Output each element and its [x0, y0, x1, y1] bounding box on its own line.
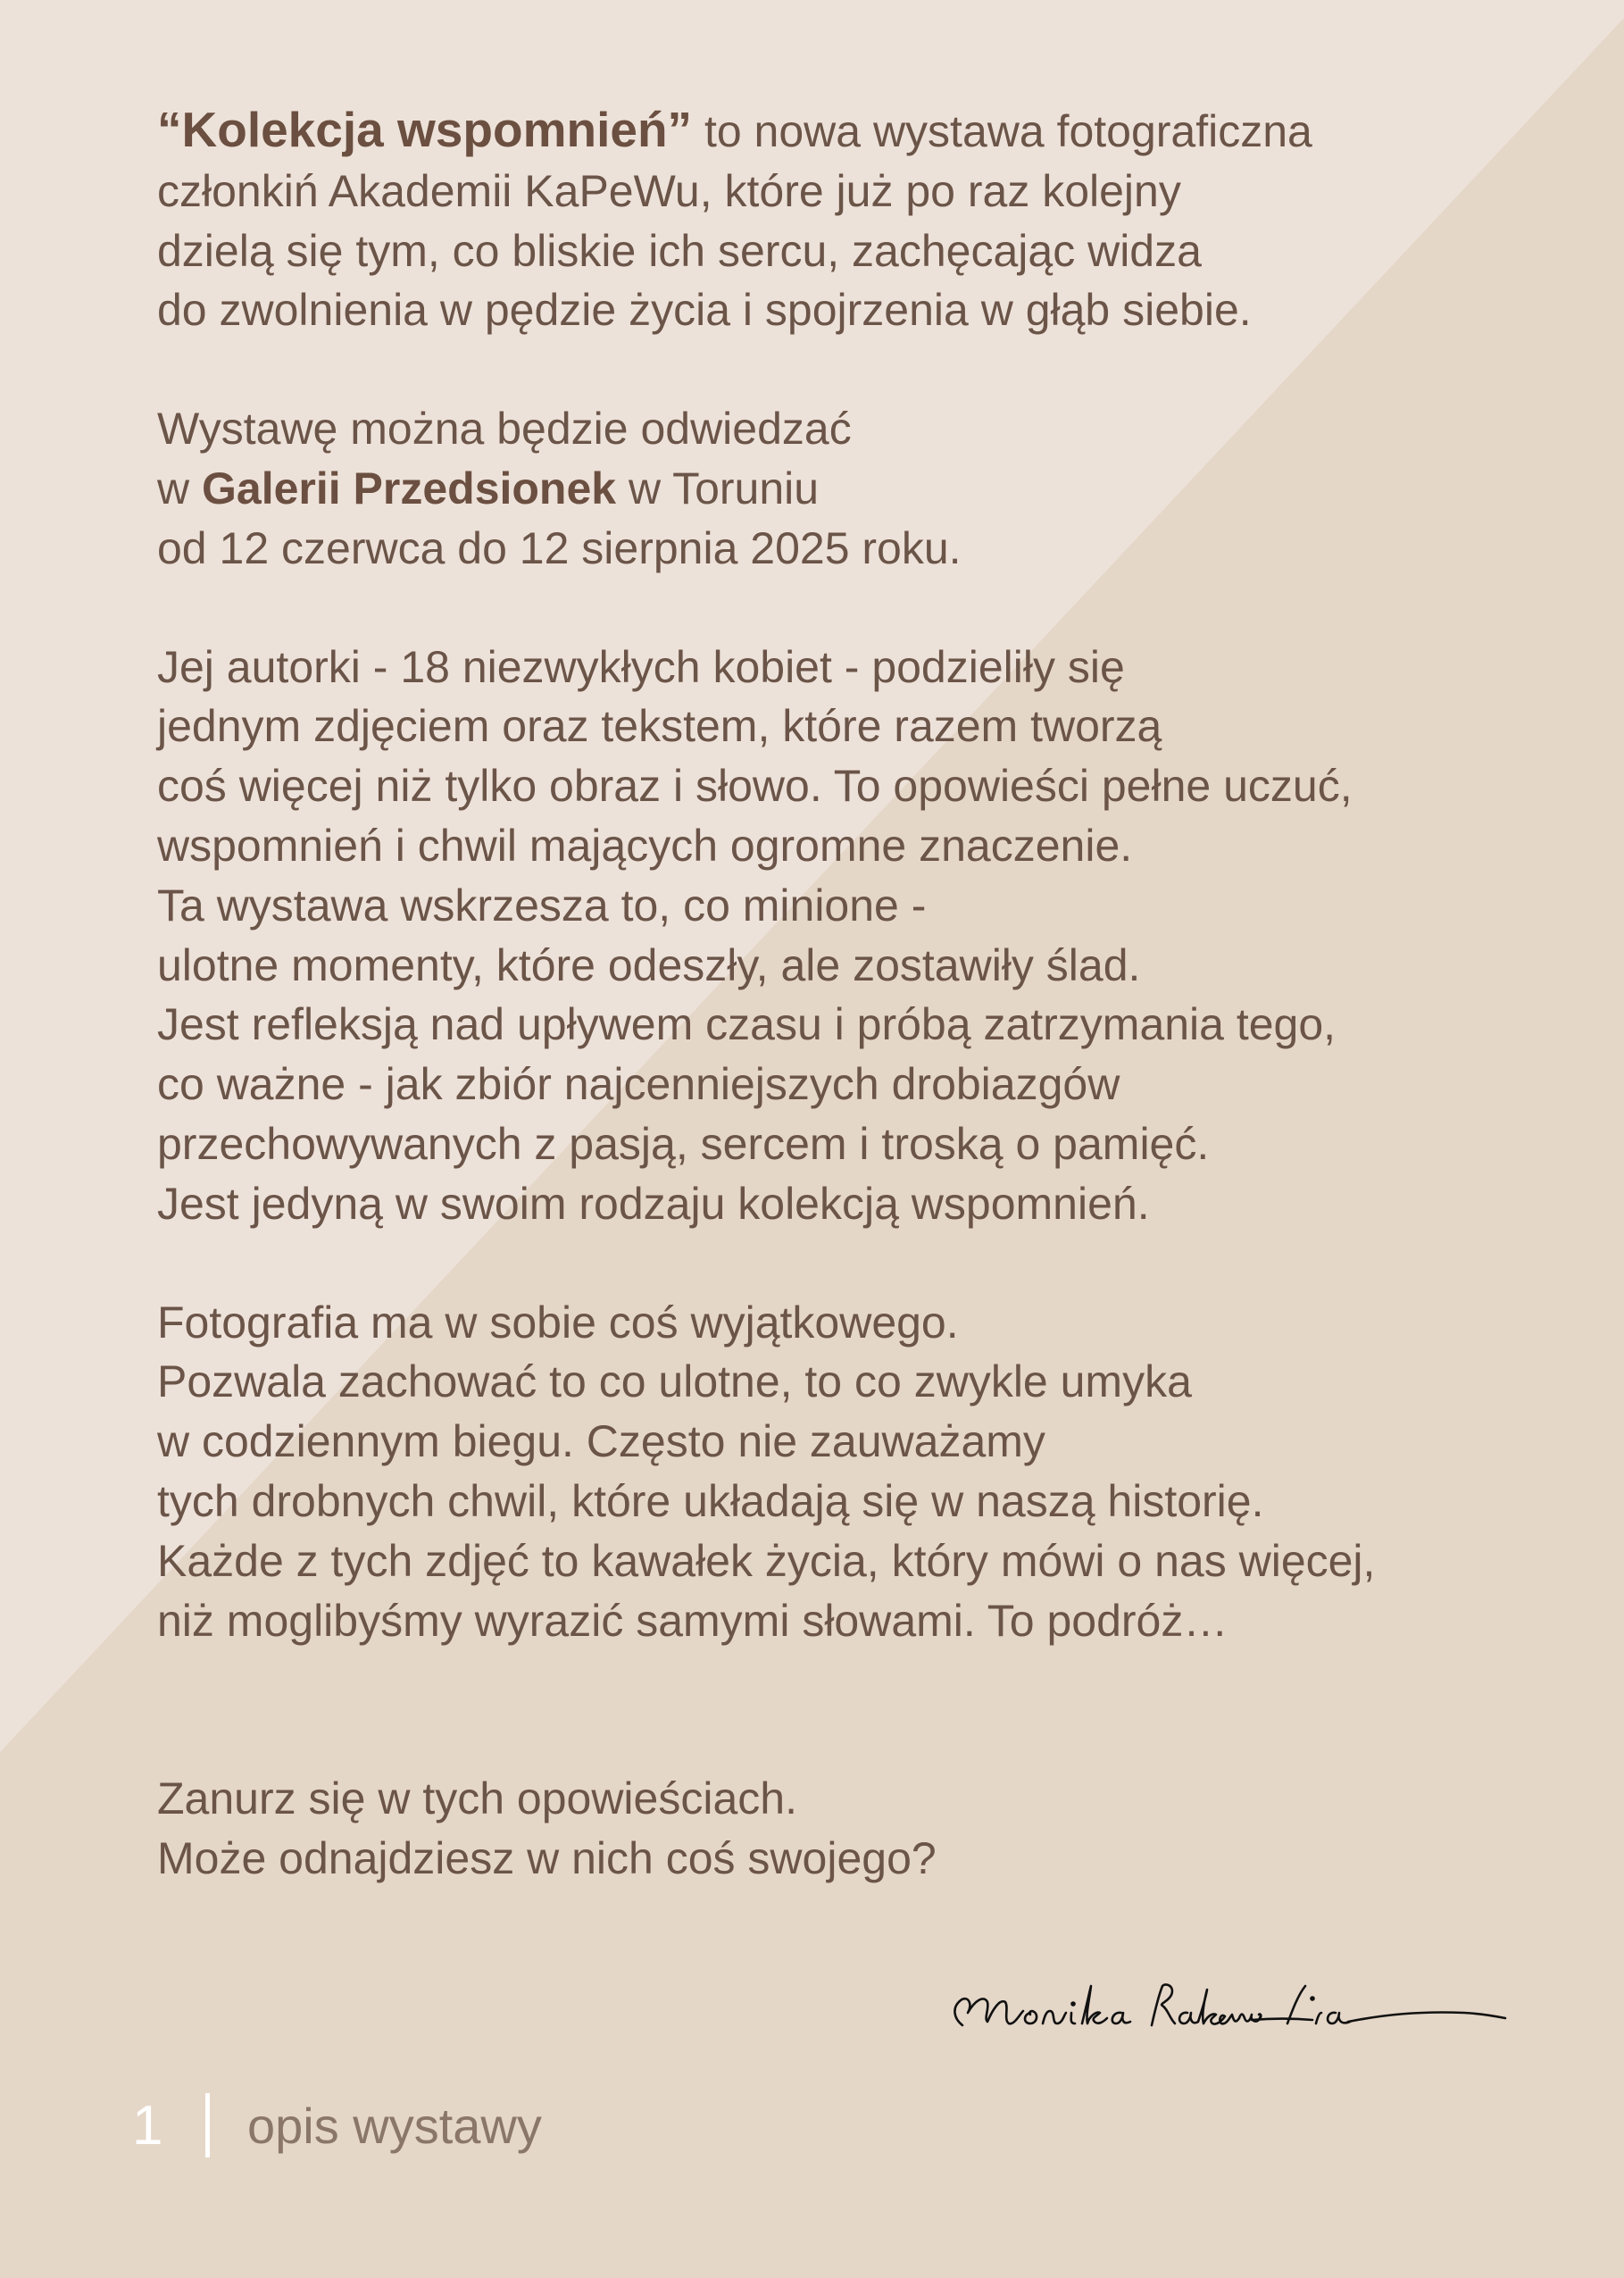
text-line: niż moglibyśmy wyrazić samymi słowami. To podróż…	[157, 1595, 1228, 1646]
text-line: tych drobnych chwil, które układają się w naszą historię.	[157, 1475, 1264, 1526]
page-number: 1	[132, 2094, 163, 2157]
text-line: do zwolnienia w pędzie życia i spojrzenia w głąb siebie.	[157, 285, 1252, 336]
footer-section-label: opis wystawy	[247, 2097, 542, 2154]
text-segment: to nowa wystawa fotograficzna	[692, 106, 1312, 156]
paragraph-photography	[157, 1293, 1550, 1651]
text-segment: w Toruniu	[616, 463, 820, 513]
handwritten-signature	[937, 1973, 1509, 2045]
text-line: wspomnień i chwil mających ogromne znaczenie.	[157, 820, 1133, 871]
page-footer	[132, 2090, 542, 2161]
paragraph-authors	[157, 638, 1550, 1234]
text-line: przechowywanych z pasją, sercem i troską o pamięć.	[157, 1118, 1210, 1169]
text-line: Zanurz się w tych opowieściach.	[157, 1773, 797, 1824]
text-line: Pozwala zachować to co ulotne, to co zwykle umyka	[157, 1356, 1192, 1407]
text-line: coś więcej niż tylko obraz i słowo. To opowieści pełne uczuć,	[157, 761, 1353, 812]
text-line: Może odnajdziesz w nich coś swojego?	[157, 1833, 937, 1884]
text-line: jednym zdjęciem oraz tekstem, które razem tworzą	[157, 701, 1162, 752]
text-line: Jest refleksją nad upływem czasu i próbą zatrzymania tego,	[157, 999, 1337, 1050]
footer-divider	[205, 2093, 210, 2157]
gallery-name: Galerii Przedsionek	[202, 463, 617, 513]
body-text	[157, 100, 1550, 1889]
text-line: Wystawę można będzie odwiedzać	[157, 404, 852, 455]
exhibition-title: “Kolekcja wspomnień”	[157, 102, 693, 157]
text-line: co ważne - jak zbiór najcenniejszych drobiazgów	[157, 1059, 1120, 1110]
text-line	[157, 459, 1550, 519]
text-line: Jest jedyną w swoim rodzaju kolekcją wspomnień.	[157, 1178, 1150, 1229]
text-line: Fotografia ma w sobie coś wyjątkowego.	[157, 1297, 959, 1348]
text-line	[157, 100, 1550, 162]
text-segment: w	[157, 463, 202, 513]
text-line: członkiń Akademii KaPeWu, które już po raz kolejny	[157, 165, 1181, 216]
text-line: Każde z tych zdjęć to kawałek życia, który mówi o nas więcej,	[157, 1535, 1376, 1586]
text-line: ulotne momenty, które odeszły, ale zostawiły ślad.	[157, 939, 1141, 990]
text-line: Ta wystawa wskrzesza to, co minione -	[157, 880, 927, 930]
text-line: dzielą się tym, co bliskie ich sercu, zachęcając widza	[157, 225, 1202, 276]
paragraph-intro	[157, 100, 1550, 340]
paragraph-invitation	[157, 1769, 1550, 1889]
exhibition-dates: od 12 czerwca do 12 sierpnia 2025 roku.	[157, 522, 962, 573]
text-line: Jej autorki - 18 niezwykłych kobiet - podzieliły się	[157, 641, 1125, 692]
text-line: w codziennym biegu. Często nie zauważamy	[157, 1416, 1045, 1467]
paragraph-venue	[157, 399, 1550, 578]
